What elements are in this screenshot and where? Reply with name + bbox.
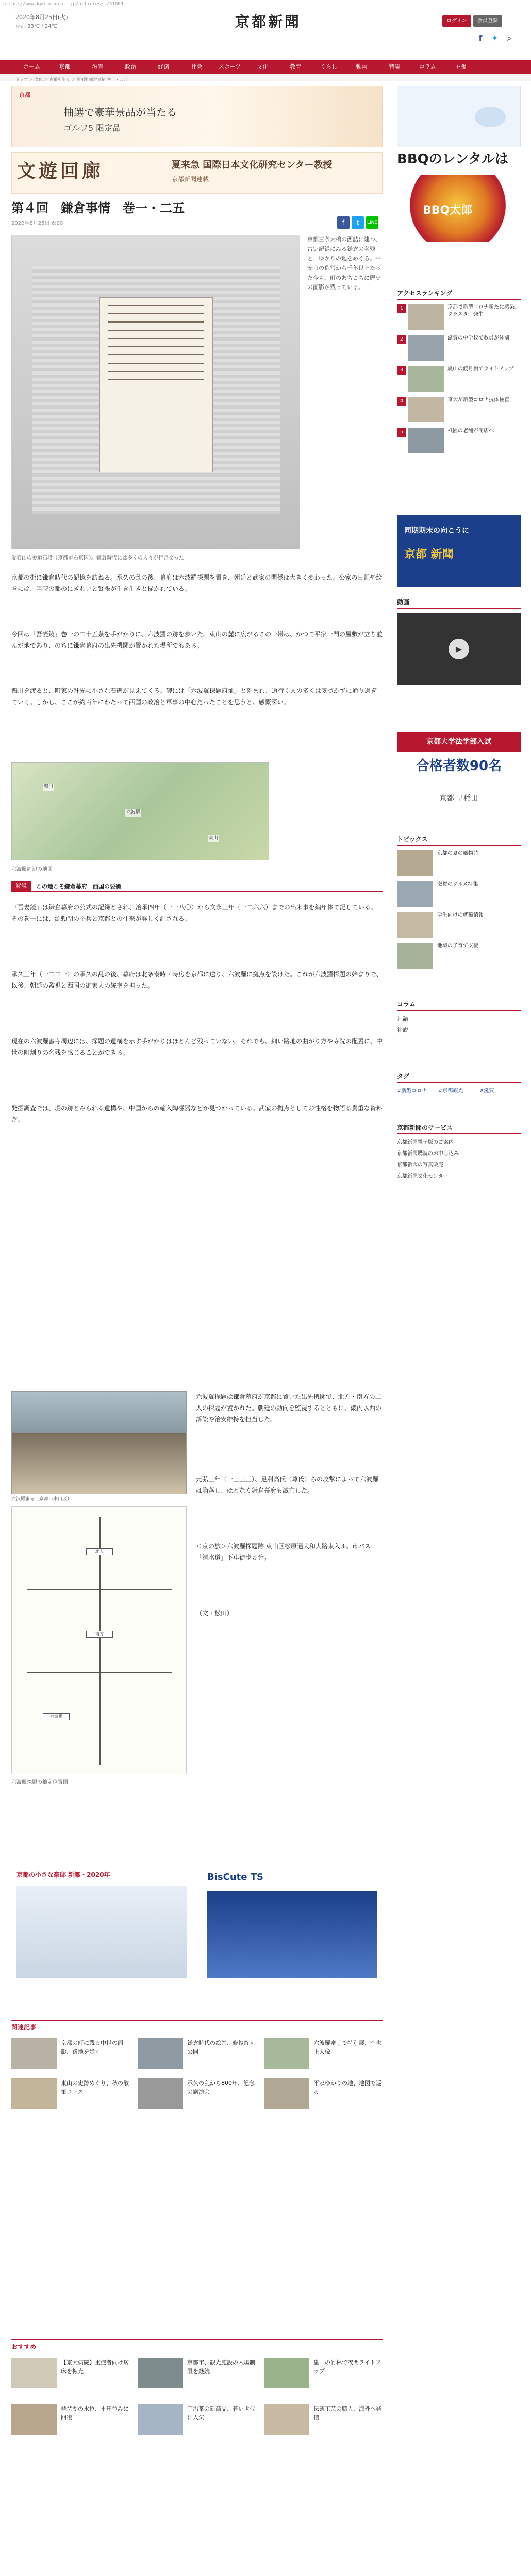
exam-ad-sub: 合格者数90名 <box>416 758 502 774</box>
bbq-ad-brand: BBQ太郎 <box>423 204 473 217</box>
diagram-caption: 六波羅探題の推定位置図 <box>11 1780 68 1785</box>
top-ad-banner[interactable] <box>11 86 383 147</box>
ranking-thumb <box>408 304 444 330</box>
share-twitter-icon[interactable]: t <box>352 216 364 229</box>
map-label: 鴨川 <box>43 784 54 791</box>
service-link[interactable]: 京都新聞の写真販売 <box>397 1162 443 1168</box>
series-banner[interactable] <box>11 152 383 194</box>
ranking-title: 京大が新型コロナ抗体検査 <box>447 397 509 403</box>
recommend-card[interactable] <box>11 2404 130 2437</box>
card-thumb <box>11 2358 57 2388</box>
topic-thumb <box>397 881 433 907</box>
card-thumb <box>11 2404 57 2435</box>
section-title: 関連記事 <box>11 2024 37 2031</box>
article-date: 2020年8月25日 6:00 <box>11 221 63 226</box>
topic-title: 地域の子育て支援 <box>437 943 478 949</box>
rank-number: 5 <box>397 428 406 437</box>
tag-link[interactable]: #滋賀 <box>479 1088 494 1094</box>
service-link[interactable]: 京都新聞電子版のご案内 <box>397 1140 454 1145</box>
card-thumb <box>138 2038 183 2069</box>
topic-item[interactable] <box>397 850 521 878</box>
exam-ad-title: 京都大学法学部入試 <box>397 732 521 752</box>
gnav-item[interactable]: 社会 <box>180 60 213 74</box>
card-thumb <box>138 2358 183 2388</box>
explanation-header <box>11 881 383 892</box>
card-thumb <box>11 2038 57 2069</box>
series-sub: 夏来急 国際日本文化研究センター教授 <box>172 160 333 171</box>
article-paragraph: 京都の街に鎌倉時代の記憶を訪ねる。承久の乱の後、幕府は六波羅探題を置き、朝廷と武家の関係は大きく変わった。公家の日記や絵巻には、当時の都のにぎわいと緊張が生き生きと描かれている。 <box>11 574 383 593</box>
card-thumb <box>264 2078 309 2109</box>
explanation-title: この地こそ鎌倉幕府 西国の要衝 <box>36 883 121 890</box>
article-paragraph: 承久三年（一二二一）の承久の乱の後、幕府は北条泰時・時房を京都に送り、六波羅に拠点を設けた。これが六波羅探題の始まりで、以後、朝廷の監視と西国の御家人の統率を担った。 <box>11 971 383 990</box>
topic-thumb <box>397 912 433 938</box>
member-button[interactable]: 会員登録 <box>473 15 502 27</box>
ranking-item[interactable] <box>397 428 521 455</box>
card-title: 京都の町に残る中世の面影、路地を歩く <box>61 2040 123 2055</box>
video-player[interactable] <box>397 613 521 685</box>
article-paragraph: （文・松田） <box>196 1609 234 1617</box>
bbq-ad-head: BBQのレンタルは <box>397 151 509 167</box>
sidebar-heading: 動画 <box>397 598 521 609</box>
card-thumb <box>138 2404 183 2435</box>
gnav-item[interactable]: 滋賀 <box>81 60 114 74</box>
diagram-box: 北方 <box>86 1548 113 1555</box>
topic-item[interactable] <box>397 881 521 909</box>
section-recommend <box>11 2339 383 2351</box>
recommend-card[interactable] <box>11 2358 130 2391</box>
card-thumb <box>11 2078 57 2109</box>
gnav-item[interactable]: 主張 <box>444 60 477 74</box>
topic-title: 京都の夏の風物詩 <box>437 851 478 856</box>
bbq-ad[interactable] <box>397 149 521 278</box>
login-button[interactable]: ログイン <box>442 15 471 27</box>
ranking-item[interactable] <box>397 397 521 425</box>
gnav-item[interactable]: くらし <box>312 60 345 74</box>
sidebar-heading: タグ <box>397 1072 521 1083</box>
sidebar-column <box>397 999 521 1061</box>
rank-number: 1 <box>397 304 406 313</box>
recommend-card[interactable] <box>138 2358 256 2391</box>
sidebar-ad-text: 同期期末の向こうに <box>404 527 469 535</box>
service-link[interactable]: 京都新聞文化センター <box>397 1174 449 1179</box>
recommend-card[interactable] <box>264 2404 383 2437</box>
topic-title: 学生向けの就職情報 <box>437 912 484 918</box>
card-title: 京都市、観光施設の入場制限を継続 <box>187 2359 255 2375</box>
sidebar-topics <box>397 835 521 989</box>
article-paragraph: 現在の六波羅蜜寺周辺には、探題の遺構を示す手がかりはほとんど残っていない。それでも、細い路地の曲がり方や寺院の配置に、中世の町割りの名残を感じることができる。 <box>11 1038 383 1057</box>
side-ad-top[interactable] <box>397 86 521 147</box>
card-title: 平家ゆかりの地、地図で巡る <box>313 2080 381 2095</box>
mid-ad-text: BisCute TS <box>207 1872 263 1883</box>
photo-caption: 愛宕山の参道石段（京都市右京区）。鎌倉時代には多くの人々が行き交った <box>11 555 184 561</box>
topic-item[interactable] <box>397 943 521 971</box>
gnav-item[interactable]: スポーツ <box>213 60 246 74</box>
related-cards <box>11 2038 383 2115</box>
sidebar-heading: 京都新聞のサービス <box>397 1123 521 1134</box>
series-sub2: 京都新聞連載 <box>172 176 209 183</box>
related-card[interactable] <box>264 2078 383 2111</box>
recommend-card[interactable] <box>264 2358 383 2391</box>
sidebar-heading: トピックス <box>397 835 521 846</box>
recommend-cards <box>11 2358 383 2476</box>
masthead <box>0 11 531 32</box>
card-title: 鎌倉時代の絵巻、修復終え公開 <box>187 2040 255 2055</box>
ranking-thumb <box>408 397 444 422</box>
related-card[interactable] <box>264 2038 383 2071</box>
gnav-item[interactable]: 教育 <box>279 60 312 74</box>
sidebar-video <box>397 598 521 721</box>
card-title: 伝統工芸の職人、海外へ発信 <box>313 2405 381 2421</box>
ranking-thumb <box>408 366 444 392</box>
header-date: 2020年8月25日(火) <box>15 14 68 21</box>
gnav-item[interactable]: コラム <box>411 60 444 74</box>
ranking-thumb <box>408 428 444 453</box>
map-label: 東山 <box>208 835 219 842</box>
article-lead: 京都三条大橋の西詰に建つ、古い記録にみる鎌倉の名残と、ゆかりの地をめぐる。平安京の造営から千年以上たった今も、町のあちこちに歴史の面影が残っている。 <box>307 236 381 291</box>
related-card[interactable] <box>138 2038 256 2071</box>
temple-photo <box>11 1391 187 1494</box>
breadcrumb-text[interactable]: トップ ＞ 文化 ＞ 古都を歩く ＞ 第4回 鎌倉事情 巻一・二五 <box>15 77 128 82</box>
ad-sub: ゴルフ5 限定品 <box>63 123 121 133</box>
ranking-item[interactable] <box>397 366 521 394</box>
article-paragraph: 鴨川を渡ると、町家の軒先に小さな石碑が見えてくる。碑には「六波羅探題府址」と刻まれ、道行く人の多くは気づかずに通り過ぎていく。しかし、ここが約百年にわたって西国の政治と軍事の中心だったことを思うと、感慨深い。 <box>11 687 377 706</box>
mid-ad-right[interactable] <box>202 1865 383 1989</box>
ranking-title: 京都で新型コロナ新たに感染、クラスター発生 <box>447 304 520 317</box>
card-thumb <box>264 2038 309 2069</box>
topic-thumb <box>397 850 433 876</box>
search-icon[interactable]: ⌕ <box>507 33 512 43</box>
article-paragraph: 『吾妻鏡』は鎌倉幕府の公式の記録とされ、治承四年（一一八〇）から文永三年（一二六六）までの出来事を編年体で記している。その巻一には、源頼朝の挙兵と京都との往来が詳しく記される。 <box>11 904 377 923</box>
topic-item[interactable] <box>397 912 521 940</box>
share-facebook-icon[interactable]: f <box>337 216 350 229</box>
ad-image <box>475 107 506 127</box>
sidebar-ad[interactable] <box>397 515 521 587</box>
card-title: 宇治茶の新商品、若い世代に人気 <box>187 2405 255 2421</box>
card-thumb <box>264 2404 309 2435</box>
facebook-icon[interactable]: f <box>478 33 483 43</box>
rank-number: 4 <box>397 397 406 406</box>
series-title: 文遊回廊 <box>17 160 104 182</box>
article-paragraph: 元弘三年（一三三三）、足利高氏（尊氏）らの攻撃によって六波羅は陥落し、ほどなく鎌倉幕府も滅亡した。 <box>196 1476 379 1495</box>
bbq-ad-image <box>406 175 509 242</box>
map-image <box>11 762 269 860</box>
card-thumb <box>138 2078 183 2109</box>
related-card[interactable] <box>11 2038 130 2071</box>
global-nav <box>0 60 531 74</box>
gnav-item[interactable]: 文化 <box>246 60 279 74</box>
site-logo[interactable]: 京都新聞 <box>235 13 302 30</box>
sidebar-services <box>397 1123 521 1226</box>
tag-link[interactable]: #京都観光 <box>438 1088 463 1094</box>
mid-ad-image <box>16 1886 187 1978</box>
exam-ad[interactable] <box>397 732 521 819</box>
section-related <box>11 2020 383 2032</box>
article-main-photo <box>11 235 300 549</box>
card-title: 琵琶湖の水位、平年並みに回復 <box>61 2405 129 2421</box>
sidebar-tags <box>397 1072 521 1113</box>
card-title: 【京大病院】重症者向け病床を拡充 <box>61 2359 129 2375</box>
mid-ad-image <box>207 1891 377 1978</box>
ranking-title: 嵐山の渡月橋でライトアップ <box>447 366 514 372</box>
ranking-title: 滋賀の中学校で教員が体罰 <box>447 335 509 341</box>
ranking-thumb <box>408 335 444 361</box>
explanation-tag: 解説 <box>11 881 31 892</box>
related-card[interactable] <box>138 2078 256 2111</box>
photo-document <box>99 297 213 472</box>
mid-ad-left[interactable] <box>11 1865 192 1989</box>
recommend-card[interactable] <box>138 2404 256 2437</box>
gnav-item[interactable]: ホーム <box>15 60 48 74</box>
related-card[interactable] <box>11 2078 130 2111</box>
rank-number: 3 <box>397 366 406 375</box>
card-thumb <box>264 2358 309 2388</box>
breadcrumb <box>0 74 531 81</box>
ad-brand: 京都 <box>19 92 30 98</box>
gnav-item[interactable]: 京都 <box>48 60 81 74</box>
url-bar[interactable]: https://www.kyoto-np.co.jp/articles/-/31009 <box>3 2 123 7</box>
column-link[interactable]: 社説 <box>397 1027 408 1033</box>
diagram-box: 南方 <box>86 1631 113 1638</box>
article-paragraph: 発掘調査では、堀の跡とみられる遺構や、中国からの輸入陶磁器などが見つかっている。武家の拠点としての性格を物語る貴重な資料だ。 <box>11 1105 383 1124</box>
gnav-item[interactable]: 特集 <box>378 60 411 74</box>
gnav-item[interactable]: 動画 <box>345 60 378 74</box>
topic-thumb <box>397 943 433 969</box>
ranking-item[interactable] <box>397 335 521 363</box>
article-paragraph: ＜京の旅＞六波羅探題跡 東山区松原通大和大路東入ル。市バス「清水道」下車徒歩５分。 <box>196 1543 371 1562</box>
share-line-icon[interactable]: LINE <box>366 216 378 229</box>
section-title: おすすめ <box>11 2343 37 2350</box>
ad-text: 抽選で豪華景品が当たる <box>63 106 177 118</box>
tag-link[interactable]: #新型コロナ <box>397 1088 427 1094</box>
card-title: 承久の乱から800年、記念の講演会 <box>187 2080 255 2095</box>
service-link[interactable]: 京都新聞購読のお申し込み <box>397 1151 459 1157</box>
card-title: 東山の史跡めぐり、秋の散策コース <box>61 2080 129 2095</box>
sidebar-ad-brand: 京都 新聞 <box>404 548 454 561</box>
map-label: 六波羅 <box>125 809 141 817</box>
article-title: 第４回 鎌倉事情 巻一・二五 <box>11 200 185 215</box>
gnav-item[interactable]: 政治 <box>114 60 147 74</box>
column-link[interactable]: 凡語 <box>397 1015 408 1022</box>
temple-caption: 六波羅蜜寺（京都市東山区） <box>11 1497 72 1502</box>
sidebar-heading: コラム <box>397 999 521 1011</box>
topic-title: 滋賀のグルメ特集 <box>437 882 478 887</box>
map-caption: 六波羅周辺の地図 <box>11 867 53 872</box>
ranking-item[interactable] <box>397 304 521 332</box>
diagram-box: 六波羅 <box>43 1713 70 1720</box>
exam-ad-brand: 京都 早稲田 <box>439 794 478 803</box>
card-title: 六波羅蜜寺で特別展、空也上人像 <box>313 2040 381 2055</box>
location-diagram <box>11 1506 187 1774</box>
gnav-item[interactable]: 経済 <box>147 60 180 74</box>
rank-number: 2 <box>397 335 406 344</box>
sidebar-heading: アクセスランキング <box>397 289 521 300</box>
header-weather: 京都 33℃ / 24℃ <box>15 24 57 29</box>
card-title: 嵐山の竹林で夜間ライトアップ <box>313 2359 381 2375</box>
ranking-title: 祇園の老舗が閉店へ <box>447 428 494 434</box>
sidebar-ranking <box>397 289 521 505</box>
article-paragraph: 今回は「吾妻鏡」巻一の二十五条を手がかりに、六波羅の跡を歩いた。東山の麓に広がるこの一帯は、かつて平家一門の屋敷が立ち並んだ地であり、のちに鎌倉幕府の出先機関が置かれた場所でもある。 <box>11 631 383 650</box>
mid-ad-text: 京都の小さな豪邸 新築・2020年 <box>16 1871 110 1878</box>
twitter-icon[interactable]: ✦ <box>491 33 499 43</box>
play-icon[interactable]: ▶ <box>449 639 469 659</box>
article-paragraph: 六波羅探題は鎌倉幕府が京都に置いた出先機関で、北方・南方の二人の探題が置かれた。朝廷の動向を監視するとともに、畿内以西の訴訟や治安維持を担当した。 <box>196 1393 382 1423</box>
